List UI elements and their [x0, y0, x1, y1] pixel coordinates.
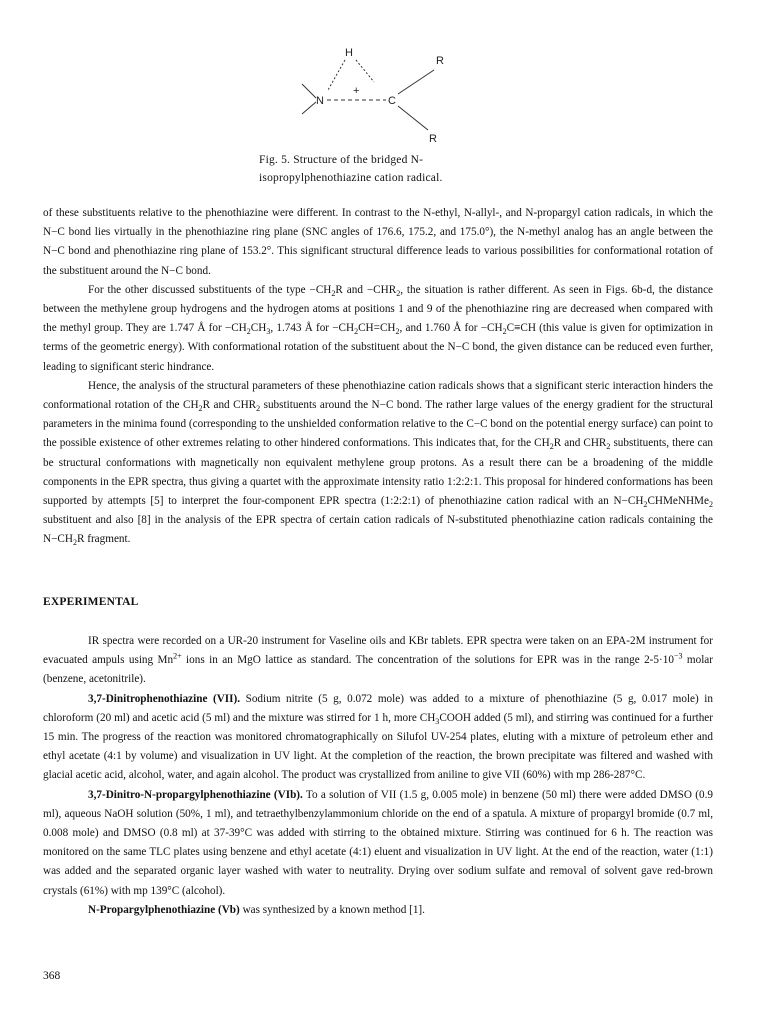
exp-paragraph-4: N-Propargylphenothiazine (Vb) was synthesized by a known method [1].: [88, 903, 425, 916]
page-number: 368: [43, 970, 61, 982]
h-atom-label: H: [345, 47, 353, 59]
compound-title-vii: 3,7-Dinitrophenothiazine (VII).: [88, 692, 241, 705]
section-heading-experimental: EXPERIMENTAL: [43, 596, 139, 608]
exp-paragraph-3: 3,7-Dinitro-N-propargylphenothiazine (VIb). To a solution of VII (1.5 g, 0.005 mole) in benzene (50 ml) there were added DMSO (0.9 ml), aqueous NaOH solution (50%, 1 ml), and tetraethylbenzylammonium chloride on the end of a spatula. A mixture of propargyl bromide (0.7 ml, 0.008 mole) and DMSO (0.8 ml) at 37-39°C was added with stirring to the obtained mixture. Stirring was continued for 6 h. The reaction was monitored on the same TLC plates using benzene and ethyl acetate (4:1) eluent and visualization in UV light. At the end of the reaction, water (1:1) was added and the separated organic layer washed with water to neutrality. Drying over sodium sulfate and removal of solvent gave red-brown crystals (61%) with mp 139°C (alcohol).: [43, 788, 713, 897]
discussion-text: [43, 204, 713, 550]
experimental-text: [43, 632, 713, 920]
r-top-label: R: [436, 55, 444, 67]
bridged-cation-radical-structure: [300, 40, 460, 152]
caption-line-2: isopropylphenothiazine cation radical.: [259, 172, 443, 184]
compound-title-vib: 3,7-Dinitro-N-propargylphenothiazine (VIb).: [88, 788, 303, 801]
compound-title-vb: N-Propargylphenothiazine (Vb): [88, 903, 240, 916]
exp-paragraph-2: 3,7-Dinitrophenothiazine (VII). Sodium nitrite (5 g, 0.072 mole) was added to a mixture of phenothiazine (5 g, 0.017 mole) in chloroform (20 ml) and acetic acid (5 ml) and the mixture was stirred for 1 h, more $CH_3COOH$ added (5 ml), and stirring was continued for a further 15 min. The progress of the reaction was monitored chromatographically on Silufol UV-254 plates, eluting with a mixture of petroleum ether and ethyl acetate (4:1 by volume) and visualization in UV light. At the completion of the reaction, the brown precipitate was filtered and washed with glacial acetic acid, alcohol, water, and again alcohol. The product was crystallized from aniline to give VII (60%) with mp 286-287°C.: [43, 692, 713, 782]
n-atom-label: N: [316, 95, 324, 107]
charge-label: +: [353, 85, 360, 97]
paragraph-1: of these substituents relative to the phenothiazine were different. In contrast to the N-ethyl, N-allyl-, and N-propargyl cation radicals, in which the N−C bond lies virtually in the phenothiazine ring plane (SNC angles of 176.6, 175.2, and 175.0°), the N-methyl analog has an angle between the N−C bond and phenothiazine ring plane of 153.2°. This significant structural difference leads to various possibilities for conformational rotation of the substituent around the N−C bond.: [43, 207, 713, 277]
exp-paragraph-1: IR spectra were recorded on a UR-20 instrument for Vaseline oils and KBr tablets. EPR spectra were taken on an EPA-2M instrument for evacuated ampuls using $Mn^{2+}$ ions in an MgO lattice as standard. The concentration of the solutions for EPR was in the range $2-5\cdot 10^{-3}$ molar (benzene, acetonitrile).: [43, 635, 713, 686]
c-atom-label: C: [388, 95, 396, 107]
paragraph-2: For the other discussed substituents of the type $-CH_2R$ and $-CHR_2$, the situation is rather different. As seen in Figs. 6b-d, the distance between the methylene group hydrogens and the hydrogen atoms at positions 1 and 9 of the phenothiazine ring are decreased when compared with the methyl group. They are 1.747 Å for $-CH_2CH_3$, 1.743 Å for $-CH_2CH=CH_2$, and 1.760 Å for $-CH_2C\equiv CH$ (this value is given for optimization in terms of the geometric energy). With conformational rotation of the substituent about the N−C bond, the given distance can be reduced even further, leading to significant steric hindrance.: [43, 283, 714, 373]
r-bottom-label: R: [429, 133, 437, 145]
caption-line-1: Fig. 5. Structure of the bridged N-: [259, 154, 424, 166]
figure-caption: [259, 151, 509, 187]
paragraph-3: Hence, the analysis of the structural parameters of these phenothiazine cation radicals shows that a significant steric interaction hinders the conformational rotation of the $CH_2R$ and $CHR_2$ substituents around the N−C bond. The rather large values of the energy gradient for the structural parameters in the minima found (corresponding to the unshielded conformation relative to the C−C bond on the potential energy surface) can point to the possible existence of other extremes relating to other hindered conformations. This indicates that, for the $CH_2R$ and $CHR_2$ substituents, there can be structural conformations with magnetically non equivalent methylene group protons. As a result there can be a broadening of the middle components in the EPR spectra, thus giving a quartet with the approximate intensity ratio 1:2:2:1. This proposal for hindered conformations has been supported by attempts [5] to interpret the four-component EPR spectra (1:2:2:1) of phenothiazine cation radical with an $N-CH_2CHMeNHMe_2$ substituent and also [8] in the analysis of the EPR spectra of certain cation radicals of N-substituted phenothiazine cation radicals containing the $N-CH_2R$ fragment.: [43, 379, 714, 548]
